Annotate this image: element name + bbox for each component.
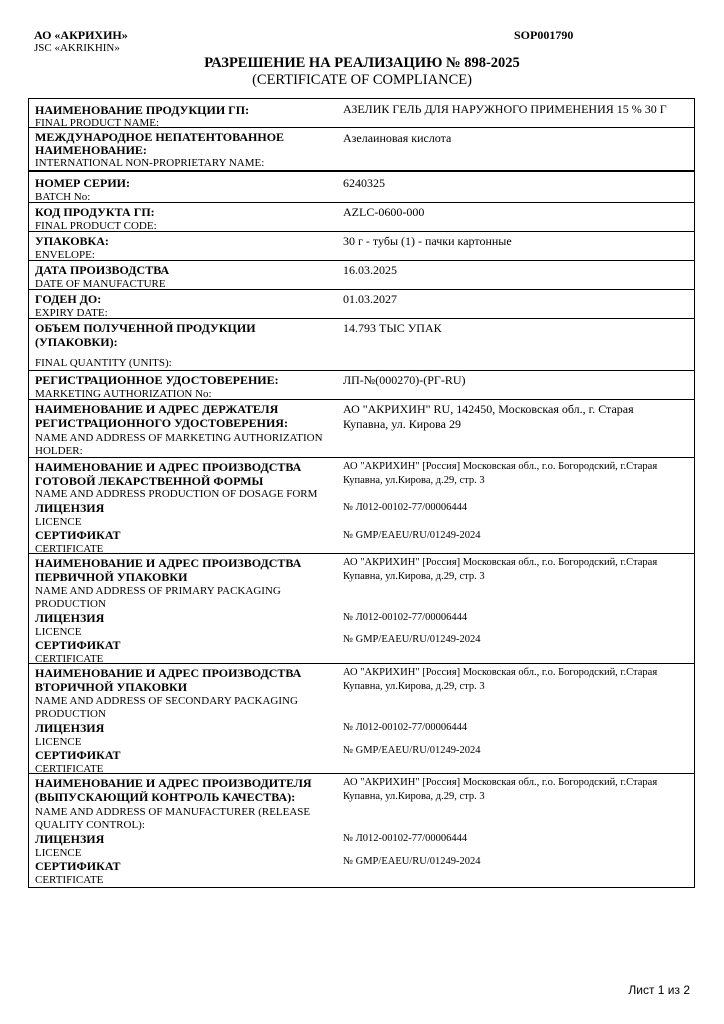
dosage-production-value: АО "АКРИХИН" [Россия] Московская обл., г.о. Богородский, г.Старая — [343, 461, 658, 472]
secondary-certificate-label: СЕРТИФИКАТ — [35, 748, 121, 762]
quantity-label: ОБЪЕМ ПОЛУЧЕННОЙ ПРОДУКЦИИ — [35, 321, 256, 335]
row-divider — [28, 170, 695, 172]
dosage-production-label-en: NAME AND ADDRESS PRODUCTION OF DOSAGE FORM — [35, 488, 318, 500]
manufacturer-certificate-label-en: CERTIFICATE — [35, 874, 104, 886]
manufacturer-label-en: NAME AND ADDRESS OF MANUFACTURER (RELEASE — [35, 806, 311, 818]
primary-licence-label-en: LICENCE — [35, 626, 82, 638]
dosage-licence-label-en: LICENCE — [35, 516, 82, 528]
dosage-certificate-label-en: CERTIFICATE — [35, 543, 104, 555]
row-divider — [28, 318, 695, 319]
primary-licence-label: ЛИЦЕНЗИЯ — [35, 611, 105, 625]
manufacturer-licence-label-en: LICENCE — [35, 847, 82, 859]
batch-value: 6240325 — [343, 176, 385, 190]
secondary-certificate-value: № GMP/EAEU/RU/01249-2024 — [343, 745, 481, 756]
registration-label: РЕГИСТРАЦИОННОЕ УДОСТОВЕРЕНИЕ: — [35, 373, 279, 387]
quantity-label-line2: (УПАКОВКИ): — [35, 335, 118, 349]
holder-label: НАИМЕНОВАНИЕ И АДРЕС ДЕРЖАТЕЛЯ — [35, 402, 279, 416]
holder-label-en-line2: HOLDER: — [35, 445, 83, 457]
page-subtitle: (CERTIFICATE OF COMPLIANCE) — [252, 72, 472, 88]
row-divider — [28, 663, 695, 664]
envelope-value: 30 г - тубы (1) - пачки картонные — [343, 234, 512, 248]
quantity-value: 14.793 ТЫС УПАК — [343, 321, 442, 335]
holder-value: АО "АКРИХИН" RU, 142450, Московская обл., г. Старая — [343, 402, 634, 416]
secondary-licence-label: ЛИЦЕНЗИЯ — [35, 721, 105, 735]
holder-label-en: NAME AND ADDRESS OF MARKETING AUTHORIZATION — [35, 432, 323, 444]
secondary-certificate-label-en: CERTIFICATE — [35, 763, 104, 775]
primary-packaging-label-en-line2: PRODUCTION — [35, 598, 106, 610]
row-divider — [28, 457, 695, 458]
envelope-label-en: ENVELOPE: — [35, 249, 95, 261]
inn-label: МЕЖДУНАРОДНОЕ НЕПАТЕНТОВАННОЕ — [35, 130, 285, 144]
secondary-packaging-value: АО "АКРИХИН" [Россия] Московская обл., г.о. Богородский, г.Старая — [343, 667, 658, 678]
secondary-packaging-label: НАИМЕНОВАНИЕ И АДРЕС ПРОИЗВОДСТВА — [35, 666, 302, 680]
manufacturer-label-line2: (ВЫПУСКАЮЩИЙ КОНТРОЛЬ КАЧЕСТВА): — [35, 790, 296, 804]
row-divider — [28, 202, 695, 203]
document-code: SOP001790 — [514, 28, 574, 42]
holder-label-line2: РЕГИСТРАЦИОННОГО УДОСТОВЕРЕНИЯ: — [35, 416, 288, 430]
page-title: РАЗРЕШЕНИЕ НА РЕАЛИЗАЦИЮ № 898-2025 — [204, 55, 520, 71]
manufacture-date-value: 16.03.2025 — [343, 263, 397, 277]
inn-label-line2: НАИМЕНОВАНИЕ: — [35, 143, 147, 157]
product-code-label: КОД ПРОДУКТА ГП: — [35, 205, 155, 219]
expiry-date-value: 01.03.2027 — [343, 292, 397, 306]
primary-packaging-value: АО "АКРИХИН" [Россия] Московская обл., г.о. Богородский, г.Старая — [343, 557, 658, 568]
manufacturer-value: АО "АКРИХИН" [Россия] Московская обл., г.о. Богородский, г.Старая — [343, 777, 658, 788]
secondary-packaging-label-en: NAME AND ADDRESS OF SECONDARY PACKAGING — [35, 695, 298, 707]
dosage-certificate-label: СЕРТИФИКАТ — [35, 528, 121, 542]
dosage-production-label-line2: ГОТОВОЙ ЛЕКАРСТВЕННОЙ ФОРМЫ — [35, 474, 264, 488]
row-divider — [28, 370, 695, 371]
expiry-date-label: ГОДЕН ДО: — [35, 292, 102, 306]
product-name-label: НАИМЕНОВАНИЕ ПРОДУКЦИИ ГП: — [35, 103, 250, 117]
secondary-packaging-label-en-line2: PRODUCTION — [35, 708, 106, 720]
quantity-label-en: FINAL QUANTITY (UNITS): — [35, 357, 172, 369]
manufacturer-licence-label: ЛИЦЕНЗИЯ — [35, 832, 105, 846]
batch-label-en: BATCH No: — [35, 191, 91, 203]
company-name-en: JSC «AKRIKHIN» — [34, 42, 120, 54]
product-code-label-en: FINAL PRODUCT CODE: — [35, 220, 157, 232]
holder-value-line2: Купавна, ул. Кирова 29 — [343, 417, 461, 431]
secondary-packaging-value-line2: Купавна, ул.Кирова, д.29, стр. 3 — [343, 681, 485, 692]
primary-certificate-label-en: CERTIFICATE — [35, 653, 104, 665]
dosage-licence-label: ЛИЦЕНЗИЯ — [35, 501, 105, 515]
inn-label-en: INTERNATIONAL NON-PROPRIETARY NAME: — [35, 157, 265, 169]
manufacturer-label: НАИМЕНОВАНИЕ И АДРЕС ПРОИЗВОДИТЕЛЯ — [35, 776, 312, 790]
primary-packaging-value-line2: Купавна, ул.Кирова, д.29, стр. 3 — [343, 571, 485, 582]
primary-certificate-label: СЕРТИФИКАТ — [35, 638, 121, 652]
envelope-label: УПАКОВКА: — [35, 234, 109, 248]
manufacturer-licence-value: № Л012-00102-77/00006444 — [343, 833, 468, 844]
primary-licence-value: № Л012-00102-77/00006444 — [343, 612, 468, 623]
dosage-licence-value: № Л012-00102-77/00006444 — [343, 502, 468, 513]
secondary-licence-value: № Л012-00102-77/00006444 — [343, 722, 468, 733]
registration-value: ЛП-№(000270)-(РГ-RU) — [343, 373, 466, 387]
manufacturer-value-line2: Купавна, ул.Кирова, д.29, стр. 3 — [343, 791, 485, 802]
row-divider — [28, 773, 695, 774]
dosage-production-value-line2: Купавна, ул.Кирова, д.29, стр. 3 — [343, 475, 485, 486]
product-code-value: AZLC-0600-000 — [343, 205, 425, 219]
batch-label: НОМЕР СЕРИИ: — [35, 176, 130, 190]
page-number: Лист 1 из 2 — [628, 983, 690, 997]
manufacturer-certificate-value: № GMP/EAEU/RU/01249-2024 — [343, 856, 481, 867]
expiry-date-label-en: EXPIRY DATE: — [35, 307, 108, 319]
company-name-ru: АО «АКРИХИН» — [34, 28, 128, 42]
registration-label-en: MARKETING AUTHORIZATION No: — [35, 388, 212, 400]
manufacture-date-label: ДАТА ПРОИЗВОДСТВА — [35, 263, 170, 277]
product-name-value: АЗЕЛИК ГЕЛЬ ДЛЯ НАРУЖНОГО ПРИМЕНЕНИЯ 15 % 30 Г — [343, 102, 667, 116]
row-divider — [28, 553, 695, 554]
secondary-licence-label-en: LICENCE — [35, 736, 82, 748]
dosage-production-label: НАИМЕНОВАНИЕ И АДРЕС ПРОИЗВОДСТВА — [35, 460, 302, 474]
manufacture-date-label-en: DATE OF MANUFACTURE — [35, 278, 166, 290]
primary-packaging-label-en: NAME AND ADDRESS OF PRIMARY PACKAGING — [35, 585, 281, 597]
primary-packaging-label: НАИМЕНОВАНИЕ И АДРЕС ПРОИЗВОДСТВА — [35, 556, 302, 570]
primary-packaging-label-line2: ПЕРВИЧНОЙ УПАКОВКИ — [35, 570, 188, 584]
dosage-certificate-value: № GMP/EAEU/RU/01249-2024 — [343, 530, 481, 541]
manufacturer-certificate-label: СЕРТИФИКАТ — [35, 859, 121, 873]
manufacturer-label-en-line2: QUALITY CONTROL): — [35, 819, 145, 831]
primary-certificate-value: № GMP/EAEU/RU/01249-2024 — [343, 634, 481, 645]
secondary-packaging-label-line2: ВТОРИЧНОЙ УПАКОВКИ — [35, 680, 188, 694]
product-name-label-en: FINAL PRODUCT NAME: — [35, 117, 160, 129]
inn-value: Азелаиновая кислота — [343, 131, 452, 145]
row-divider — [28, 260, 695, 261]
